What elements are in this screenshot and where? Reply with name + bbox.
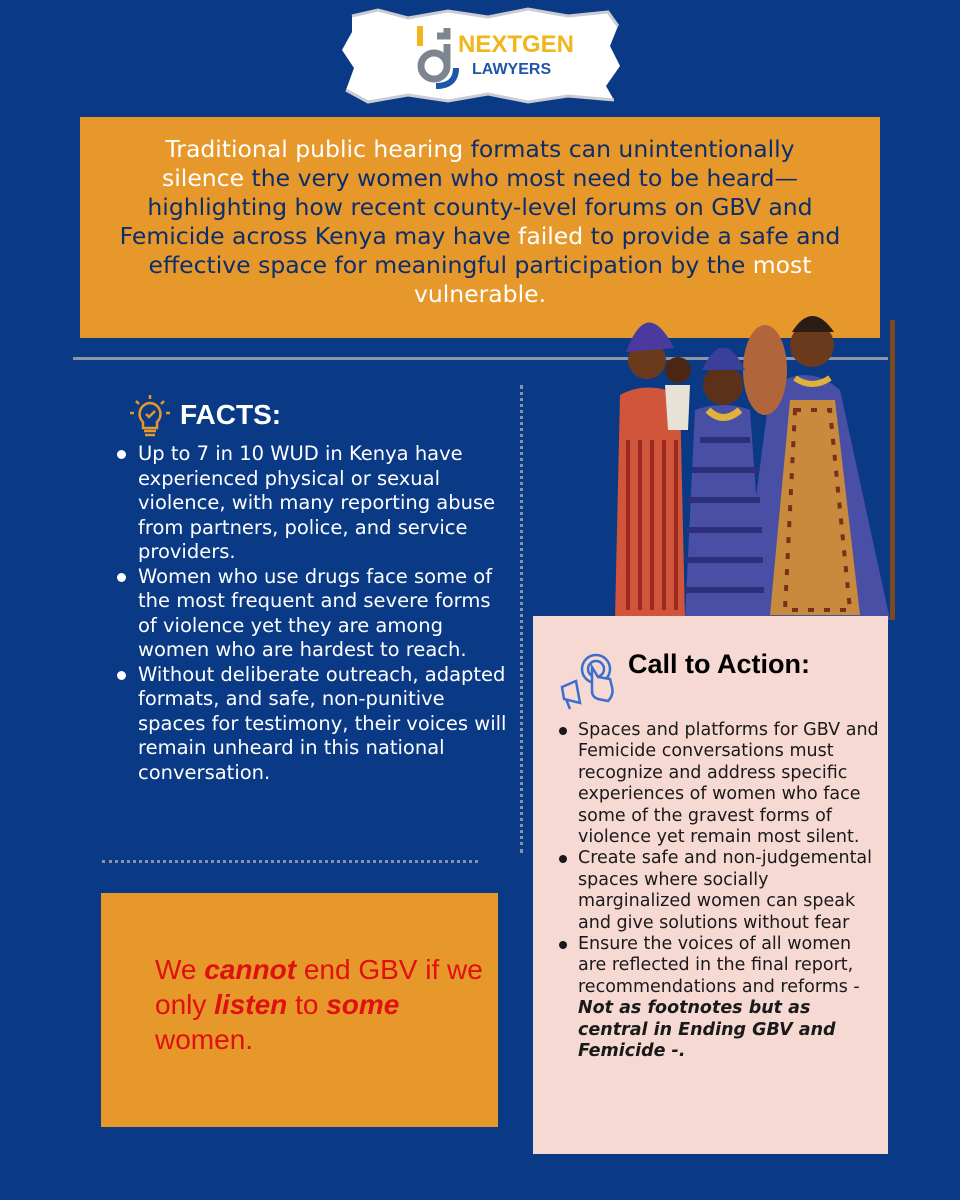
- lightbulb-icon: [126, 393, 174, 441]
- megaphone-click-icon: [558, 651, 624, 713]
- list-item: Without deliberate outreach, adapted formats, and safe, non-punitive spaces for testimony, their voices will remain unheard in this national conversation.: [115, 663, 515, 786]
- logo-brand-top: NEXTGEN: [458, 31, 575, 58]
- logo: [338, 6, 624, 104]
- quote-word: end GBV if we only: [155, 954, 483, 1020]
- intro-text-part3: silence: [162, 164, 252, 192]
- quote-emphasis-some: some: [326, 989, 400, 1020]
- logo-brand-bottom: LAWYERS: [472, 61, 552, 78]
- quote-word: to: [287, 989, 327, 1020]
- horizontal-dotted-divider: [102, 860, 478, 863]
- facts-heading: FACTS:: [180, 399, 282, 430]
- african-women-group-illustration: [590, 290, 910, 630]
- quote-emphasis-cannot: cannot: [204, 954, 297, 985]
- intro-text-part4: the very women who most need to be heard—highlighting how recent county-level forums on GBV and Femicide across Kenya may have: [119, 164, 813, 250]
- list-item-emphasis: Not as footnotes but as central in Ending GBV and Femicide -.: [578, 998, 836, 1062]
- list-item: [557, 934, 882, 1062]
- intro-text-part6: to provide a safe and effective space for meaningful participation by the: [148, 222, 841, 279]
- call-to-action-list: [557, 720, 882, 1063]
- vertical-dotted-divider: [520, 385, 523, 853]
- call-to-action-heading: Call to Action:: [628, 649, 810, 679]
- list-item: Create safe and non-judgemental spaces where socially marginalized women can speak and give solutions without fear: [557, 848, 882, 934]
- intro-text-part2: formats can unintentionally: [470, 135, 795, 163]
- facts-list: [115, 442, 515, 785]
- quote-emphasis-listen: listen: [214, 989, 288, 1020]
- quote-word: We: [155, 954, 205, 985]
- intro-text-part5: failed: [518, 222, 591, 250]
- quote-text: [155, 952, 495, 1057]
- intro-text-part7: most vulnerable.: [413, 251, 812, 308]
- list-item: Women who use drugs face some of the most frequent and severe forms of violence yet they are among women who are hardest to reach.: [115, 565, 515, 663]
- quote-word: women.: [155, 1024, 254, 1055]
- list-item: Spaces and platforms for GBV and Femicide conversations must recognize and address specific experiences of women who face some of the gravest forms of violence yet remain most silent.: [557, 720, 882, 848]
- list-item-text: Ensure the voices of all women are reflected in the final report, recommendations and reforms -: [578, 934, 860, 997]
- intro-text-part1: Traditional public hearing: [165, 135, 471, 163]
- list-item: Up to 7 in 10 WUD in Kenya have experienced physical or sexual violence, with many reporting abuse from partners, police, and service providers.: [115, 442, 515, 565]
